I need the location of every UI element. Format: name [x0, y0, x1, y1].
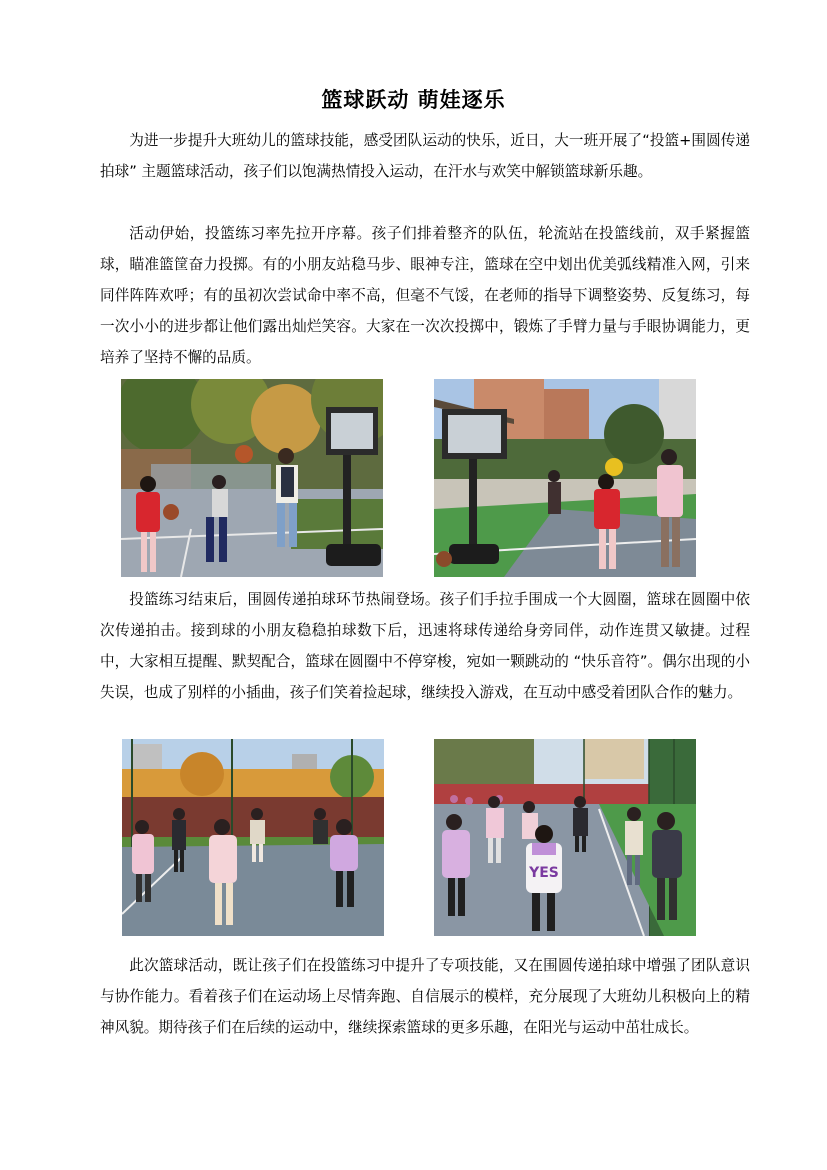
- conclusion-paragraph: 此次篮球活动，既让孩子们在投篮练习中提升了专项技能，又在围圆传递拍球中增强了团队意识与协作能力。看着孩子们在运动场上尽情奔跑、自信展示的模样，充分展现了大班幼儿积极向上的精神风貌。期待孩子们在后续的运动中，继续探索篮球的更多乐趣，在阳光与运动中茁壮成长。: [100, 957, 750, 1036]
- passing-paragraph: 投篮练习结束后，围圆传递拍球环节热闹登场。孩子们手拉手围成一个大圆圈，篮球在圆圈中依次传递拍击。接到球的小朋友稳稳拍球数下后，迅速将球传递给身旁同伴，动作连贯又敏捷。过程中，大家相互提醒、默契配合，篮球在圆圈中不停穿梭，宛如一颗跳动的 “快乐音符”。偶尔出现的小失误，也成了别样的小插曲，孩子们笑着捡起球，继续投入游戏，在互动中感受着团队合作的魅力。: [100, 591, 750, 701]
- photo-shooting-practice-2: [434, 379, 696, 577]
- page-title: 篮球跃动 萌娃逐乐: [321, 88, 506, 112]
- photo-shooting-practice-1: [121, 379, 383, 577]
- photo-circle-passing-2: [434, 739, 696, 936]
- photo-circle-passing-1: [122, 739, 384, 936]
- shooting-paragraph: 活动伊始，投篮练习率先拉开序幕。孩子们排着整齐的队伍，轮流站在投篮线前，双手紧握篮球，瞄准篮筐奋力投掷。有的小朋友站稳马步、眼神专注，篮球在空中划出优美弧线精准入网，引来同伴阵阵欢呼；有的虽初次尝试命中率不高，但毫不气馁，在老师的指导下调整姿势、反复练习，每一次小小的进步都让他们露出灿烂笑容。大家在一次次投掷中，锻炼了手臂力量与手眼协调能力，更培养了坚持不懈的品质。: [100, 225, 750, 366]
- intro-paragraph: 为进一步提升大班幼儿的篮球技能，感受团队运动的快乐，近日，大一班开展了“投篮+围圆传递拍球” 主题篮球活动，孩子们以饱满热情投入运动，在汗水与欢笑中解锁篮球新乐趣。: [100, 132, 750, 180]
- yes-shirt-text: YES: [529, 865, 559, 881]
